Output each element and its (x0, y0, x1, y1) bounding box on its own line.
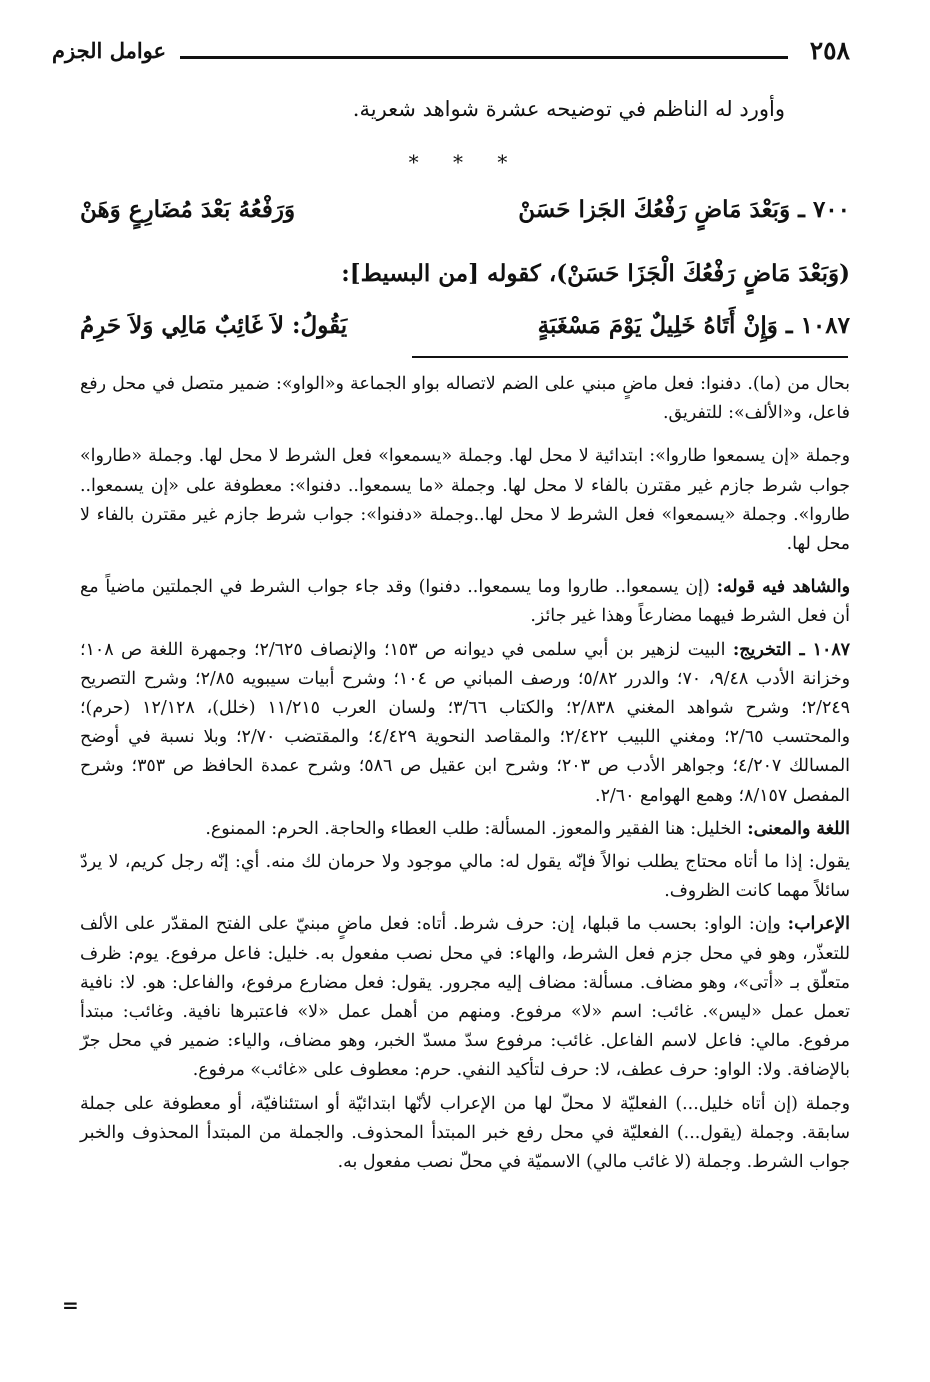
verse-700-second-hemistich: وَرَفْعُهُ بَعْدَ مُضَارِعٍ وَهَنْ (80, 196, 296, 223)
verse-1087-second-hemistich: يَقُولُ: لاَ غَائِبٌ مَالِي وَلاَ حَرِمُ (80, 312, 348, 339)
page-number: ٢٥٨ (809, 36, 850, 65)
note-label: اللغة والمعنى: (747, 818, 850, 839)
note-text: (إن يسمعوا.. طاروا وما يسمعوا.. دفنوا) وقد جاء جواب الشرط في الجملتين ماضياً مع أن فعل الشرط فيهما مضارعاً وهذا غير جائز. (80, 577, 850, 627)
note-text: البيت لزهير بن أبي سلمى في ديوانه ص ١٥٣؛ والإنصاف ٢/٦٢٥؛ وجمهرة اللغة ص ١٠٨؛ وخزانة الأدب ٩/٤٨، ٧٠؛ والدرر ٥/٨٢؛ ورصف المباني ص ١٠٤؛ وشرح أبيات سيبويه ٢/٨٥؛ وشرح التصريح ٢/٢٤٩؛ وشرح شواهد المغني ٢/٨٣٨؛ والكتاب ٣/٦٦؛ ولسان العرب ١١/٢١٥ (خلل)، ١٢/١٢٨ (حرم)؛ والمحتسب ٢/٦٥؛ ومغني اللبيب ٢/٤٢٢؛ والمقاصد النحوية ٤/٤٢٩؛ والمقتضب ٢/٧٠؛ وبلا نسبة في أوضح المسالك ٤/٢٠٧؛ وجواهر الأدب ص ٢٠٣؛ وشرح ابن عقيل ص ٥٨٦؛ وشرح عمدة الحافظ ص ٣٥٣؛ وشرح المفصل ٨/١٥٧؛ وهمع الهوامع ٢/٦٠. (80, 639, 851, 806)
verse-700-first-hemistich: ٧٠٠ ـ وَبَعْدَ مَاضٍ رَفْعُكَ الجَزا حَسَنْ (518, 196, 850, 223)
note-paragraph: بحال من (ما). دفنوا: فعل ماضٍ مبني على الضم لاتصاله بواو الجماعة و«الواو»: ضمير متصل في محل رفع فاعل، و«الألف»: للتفريق. (80, 374, 850, 424)
verse-1087 (80, 312, 850, 360)
footnotes (80, 370, 850, 1181)
verse-1087-first-hemistich: ١٠٨٧ ـ وَإِنْ أَتَاهُ خَلِيلٌ يَوْمَ مَسْغَبَةٍ (537, 312, 850, 339)
page-header (52, 36, 850, 66)
header-rule (180, 56, 788, 59)
note-paragraph: وجملة (إن أتاه خليل...) الفعليّة لا محلّ لها من الإعراب لأنّها ابتدائيّة أو استئنافيّة، أو معطوفة على جملة سابقة. وجملة (يقول...) الفعليّة في محل رفع خبر المبتدأ المحذوف. والجملة من المبتدأ المحذوف والخبر جواب الشرط. وجملة (لا غائب مالي) الاسميّة في محلّ نصب مفعول به. (80, 1093, 850, 1173)
verse-citation: (وَبَعْدَ مَاضٍ رَفْعُكَ الْجَزَا حَسَنْ)، كقوله [من البسيط]: (341, 260, 850, 287)
continuation-mark: = (62, 1293, 79, 1317)
note-paragraph (80, 910, 850, 1085)
note-paragraph (80, 636, 850, 811)
note-paragraph: وجملة «إن يسمعوا طاروا»: ابتدائية لا محل لها. وجملة «يسمعوا» فعل الشرط لا محل لها. وجملة «طاروا» جواب شرط جازم غير مقترن بالفاء لا محل لها. وجملة «ما يسمعوا.. دفنوا»: معطوفة على «إن يسمعوا.. طاروا». وجملة «يسمعوا» فعل الشرط لا محل لها..وجملة «دفنوا»: جواب شرط جازم غير مقترن بالفاء لا محل لها. (80, 446, 850, 555)
note-paragraph (80, 573, 850, 631)
note-label: والشاهد فيه قوله: (716, 577, 850, 598)
note-text: الخليل: هنا الفقير والمعوز. المسألة: طلب العطاء والحاجة. الحرم: الممنوع. (205, 818, 742, 839)
footnote-divider (412, 356, 848, 358)
verse-700 (80, 196, 850, 244)
note-paragraph (80, 815, 850, 844)
section-separator: * * * (408, 150, 522, 174)
intro-text: وأورد له الناظم في توضيحه عشرة شواهد شعرية. (352, 97, 785, 121)
chapter-title: عوامل الجزم (52, 38, 167, 63)
note-label: ١٠٨٧ ـ التخريج: (732, 639, 851, 660)
note-paragraph: يقول: إذا ما أتاه محتاج يطلب نوالاً فإنّه يقول له: مالي موجود ولا حرمان لك منه. أي: إنّه رجل كريم، لا يردّ سائلاً مهما كانت الظروف. (80, 852, 850, 902)
note-label: الإعراب: (787, 914, 851, 935)
note-text: وإن: الواو: بحسب ما قبلها، إن: حرف شرط. أتاه: فعل ماضٍ مبنيّ على الفتح المقدّر على الألف للتعذّر، وهو في محل جزم فعل الشرط، والهاء: في محل نصب مفعول به. خليل: فاعل مرفوع. يوم: ظرف متعلّق بـ «أتى»، وهو مضاف. مسألة: مضاف إليه مجرور. يقول: فعل مضارع مرفوع، والفاعل: هو. لا: نافية تعمل عمل «ليس». غائب: اسم «لا» مرفوع. ومنهم من أهمل عمل «لا» فاعتبرها نافية. وغائب: مبتدأ مرفوع. مالي: فاعل لاسم الفاعل. غائب: مرفوع سدّ مسدّ الخبر، وهو مضاف، والياء: ضمير في محل جرّ بالإضافة. ولا: الواو: حرف عطف، لا: حرف لتأكيد النفي. حرم: معطوف على «غائب» مرفوع. (80, 914, 850, 1081)
